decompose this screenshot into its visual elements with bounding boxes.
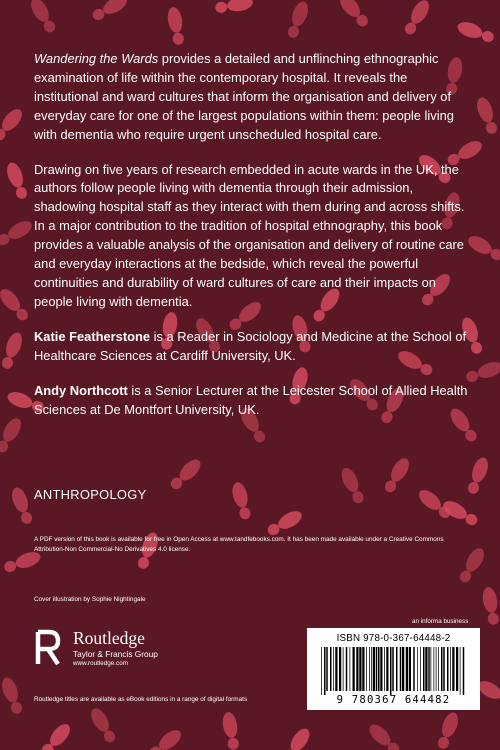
footprint-shape [87, 705, 118, 745]
barcode-bar [330, 647, 332, 691]
barcode-bar [343, 647, 344, 691]
barcode-bar [339, 647, 341, 691]
footprint-shape [0, 415, 25, 455]
footprint-shape [221, 711, 241, 750]
barcode-bar [409, 647, 411, 691]
isbn-label: ISBN 978-0-367-64448-2 [336, 633, 451, 644]
barcode-bar [324, 647, 326, 695]
informa-tagline: an informa business [412, 618, 469, 625]
back-cover-blurb [34, 50, 474, 435]
barcode-bar [428, 647, 430, 691]
isbn-barcode [307, 628, 480, 710]
barcode-bar [373, 647, 375, 691]
barcode-bar [441, 647, 443, 691]
footprint-shape [27, 0, 58, 35]
footprint-shape [0, 106, 26, 144]
barcode-bar [450, 647, 451, 691]
publisher-logo-block [34, 628, 254, 673]
publisher-group: Taylor & Francis Group [73, 649, 158, 659]
footprint-shape [401, 0, 432, 37]
barcode-bar [378, 647, 380, 691]
footprint-shape [338, 465, 367, 505]
footprint-shape [0, 675, 25, 715]
subject-category: ANTHROPOLOGY [34, 487, 147, 502]
footprint-shape [146, 726, 184, 750]
barcode-bar [447, 647, 449, 691]
barcode-bar [326, 647, 328, 691]
barcode-bar [406, 647, 408, 691]
footprint-shape [214, 0, 254, 15]
barcode-bar [371, 647, 372, 691]
barcode-bar [353, 647, 355, 691]
footprint-shape [90, 0, 130, 24]
footprint-shape [0, 330, 25, 370]
footprint-shape [0, 217, 35, 248]
barcode-bar [346, 647, 348, 691]
barcode-bar [384, 647, 385, 691]
routledge-r-logo-icon [34, 628, 62, 668]
barcode-bar [443, 647, 445, 691]
publisher-url: www.routledge.com [73, 660, 128, 667]
footprint-shape [336, 0, 371, 30]
barcode-bar [434, 647, 435, 691]
footprint-shape [435, 710, 461, 750]
barcode-bar [376, 647, 378, 691]
barcode-bar [366, 647, 367, 691]
barcode-bar [423, 647, 425, 691]
barcode-bar [400, 647, 402, 691]
publisher-name: Routledge [73, 628, 145, 648]
barcode-bar [431, 647, 432, 691]
barcode-bar [350, 647, 351, 691]
barcode-bar [396, 647, 398, 691]
author-name: Andy Northcott [34, 382, 128, 398]
barcode-bar [463, 647, 465, 695]
footprint-shape [265, 507, 305, 538]
description-paragraph-1: Wandering the Wards provides a detailed and unflinching ethnographic examination of life within the contemporary hospital. It reveals the institutional and ward cultures that inform the organisation and delivery of everyday care for one of the largest populations within them: people living with dementia who require urgent unscheduled hospital care. [34, 51, 454, 142]
barcode-bar [460, 647, 461, 695]
footprint-shape [381, 455, 412, 495]
barcode-bar [362, 647, 364, 691]
footprint-shape [230, 481, 253, 521]
barcode-bar [390, 647, 392, 695]
barcode-bar [380, 647, 382, 691]
author-bio-2: Andy Northcott is a Senior Lecturer at the Leicester School of Allied Health Sciences at De Montfort University, UK. [34, 382, 468, 417]
barcode-bar [402, 647, 404, 691]
barcode-bar [452, 647, 454, 691]
barcode-bar [420, 647, 421, 691]
barcode-number: 9 780367 644482 [336, 694, 451, 706]
footprint-shape [166, 6, 186, 46]
barcode-bar [359, 647, 361, 691]
footprint-shape [4, 160, 30, 200]
barcode-bar [417, 647, 418, 691]
author-bio-1: Katie Featherstone is a Reader in Sociology and Medicine at the School of Healthcare Sciences at Cardiff University, UK. [34, 328, 467, 363]
footprint-shape [455, 19, 495, 45]
barcode-bar [335, 647, 337, 691]
barcode-bar [425, 647, 427, 691]
footprint-shape [167, 456, 204, 493]
footprint-shape [39, 721, 74, 750]
footprint-shape [285, 0, 311, 40]
footprint-shape [474, 95, 500, 135]
cover-illustration-credit: Cover illustration by Sophie Nightingale [34, 596, 146, 603]
barcode-bar [321, 647, 322, 695]
barcode-bar [456, 647, 458, 691]
author-name: Katie Featherstone [34, 328, 151, 344]
footprint-shape [0, 286, 31, 324]
barcode-bar [386, 647, 388, 691]
footprint-shape [9, 485, 35, 525]
barcode-bar [436, 647, 437, 691]
footprint-shape [366, 721, 403, 750]
barcode-bar [413, 647, 415, 691]
barcode-bar [333, 647, 334, 691]
footprint-shape [280, 725, 313, 750]
footprint-shape [465, 455, 491, 495]
footprint-shape [481, 586, 500, 626]
description-paragraph-2: Drawing on five years of research embedded in acute wards in the UK, the authors follow people living with dementia through their admission, shadowing hospital staff as they interact with them during and across shifts. In a major contribution to the tradition of hospital ethnography, this book provides a valuable analysis of the organisation and delivery of routine care and everyday interactions at the bedside, which reveal the powerful continuities and durability of ward cultures of care and their impacts on people living with dementia. [34, 161, 465, 309]
book-title: Wandering the Wards [34, 51, 159, 66]
barcode-bar [392, 647, 394, 691]
barcode-bar [369, 647, 370, 691]
barcode-bar [438, 647, 439, 691]
open-access-note: A PDF version of this book is available for free in Open Access at www.tandfebooks.com. It has been made available under a Creative Commons Attribution-Non Commercial-No Derivatives 4.0 license. [34, 536, 444, 553]
barcode-bar [356, 647, 358, 691]
ebook-availability-note: Routledge titles are available as eBook editions in a range of digital formats [34, 696, 248, 703]
barcode-bars [315, 647, 473, 695]
